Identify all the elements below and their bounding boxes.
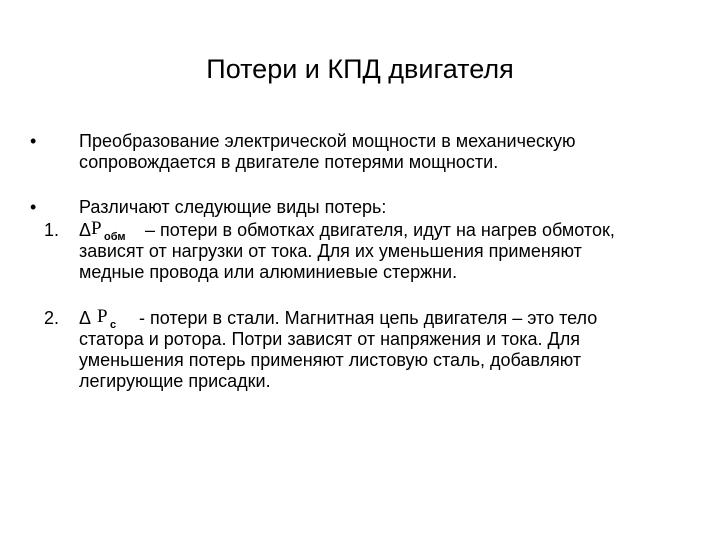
text-line: легирующие присадки. — [79, 371, 271, 391]
text-line: уменьшения потерь применяют листовую сталь, добавляют — [79, 350, 582, 370]
delta-symbol: Δ — [79, 308, 92, 328]
power-loss-symbol — [91, 220, 145, 241]
delta-symbol: Δ — [79, 220, 92, 240]
item-number: 1. — [44, 220, 60, 240]
symbol-letter: P — [91, 218, 102, 239]
text-line — [79, 220, 615, 241]
text-line: медные провода или алюминиевые стержни. — [79, 262, 458, 282]
text-line: сопровождается в двигателе потерями мощности. — [79, 152, 499, 172]
list-item — [79, 220, 615, 283]
item-text: – потери в обмотках двигателя, идут на нагрев обмоток, — [145, 220, 615, 240]
bullet-text: Различают следующие виды потерь: — [79, 197, 387, 217]
bullet-marker: • — [30, 197, 37, 217]
text-line: зависят от нагрузки от тока. Для их уменьшения применяют — [79, 241, 582, 261]
symbol-subscript: с — [110, 319, 117, 331]
power-loss-symbol — [97, 308, 139, 329]
item-number: 2. — [44, 308, 60, 328]
text-line: статора и ротора. Потри зависят от напряжения и тока. Для — [79, 329, 580, 349]
slide-title: Потери и КПД двигателя — [206, 54, 514, 84]
symbol-letter: P — [97, 306, 108, 327]
text-line: Преобразование электрической мощности в механическую — [79, 131, 576, 151]
bullet-marker: • — [30, 131, 37, 151]
bullet-text — [79, 131, 576, 173]
text-line — [79, 308, 597, 329]
symbol-subscript: обм — [104, 231, 126, 243]
item-text: - потери в стали. Магнитная цепь двигателя – это тело — [139, 308, 598, 328]
list-item — [79, 308, 597, 392]
